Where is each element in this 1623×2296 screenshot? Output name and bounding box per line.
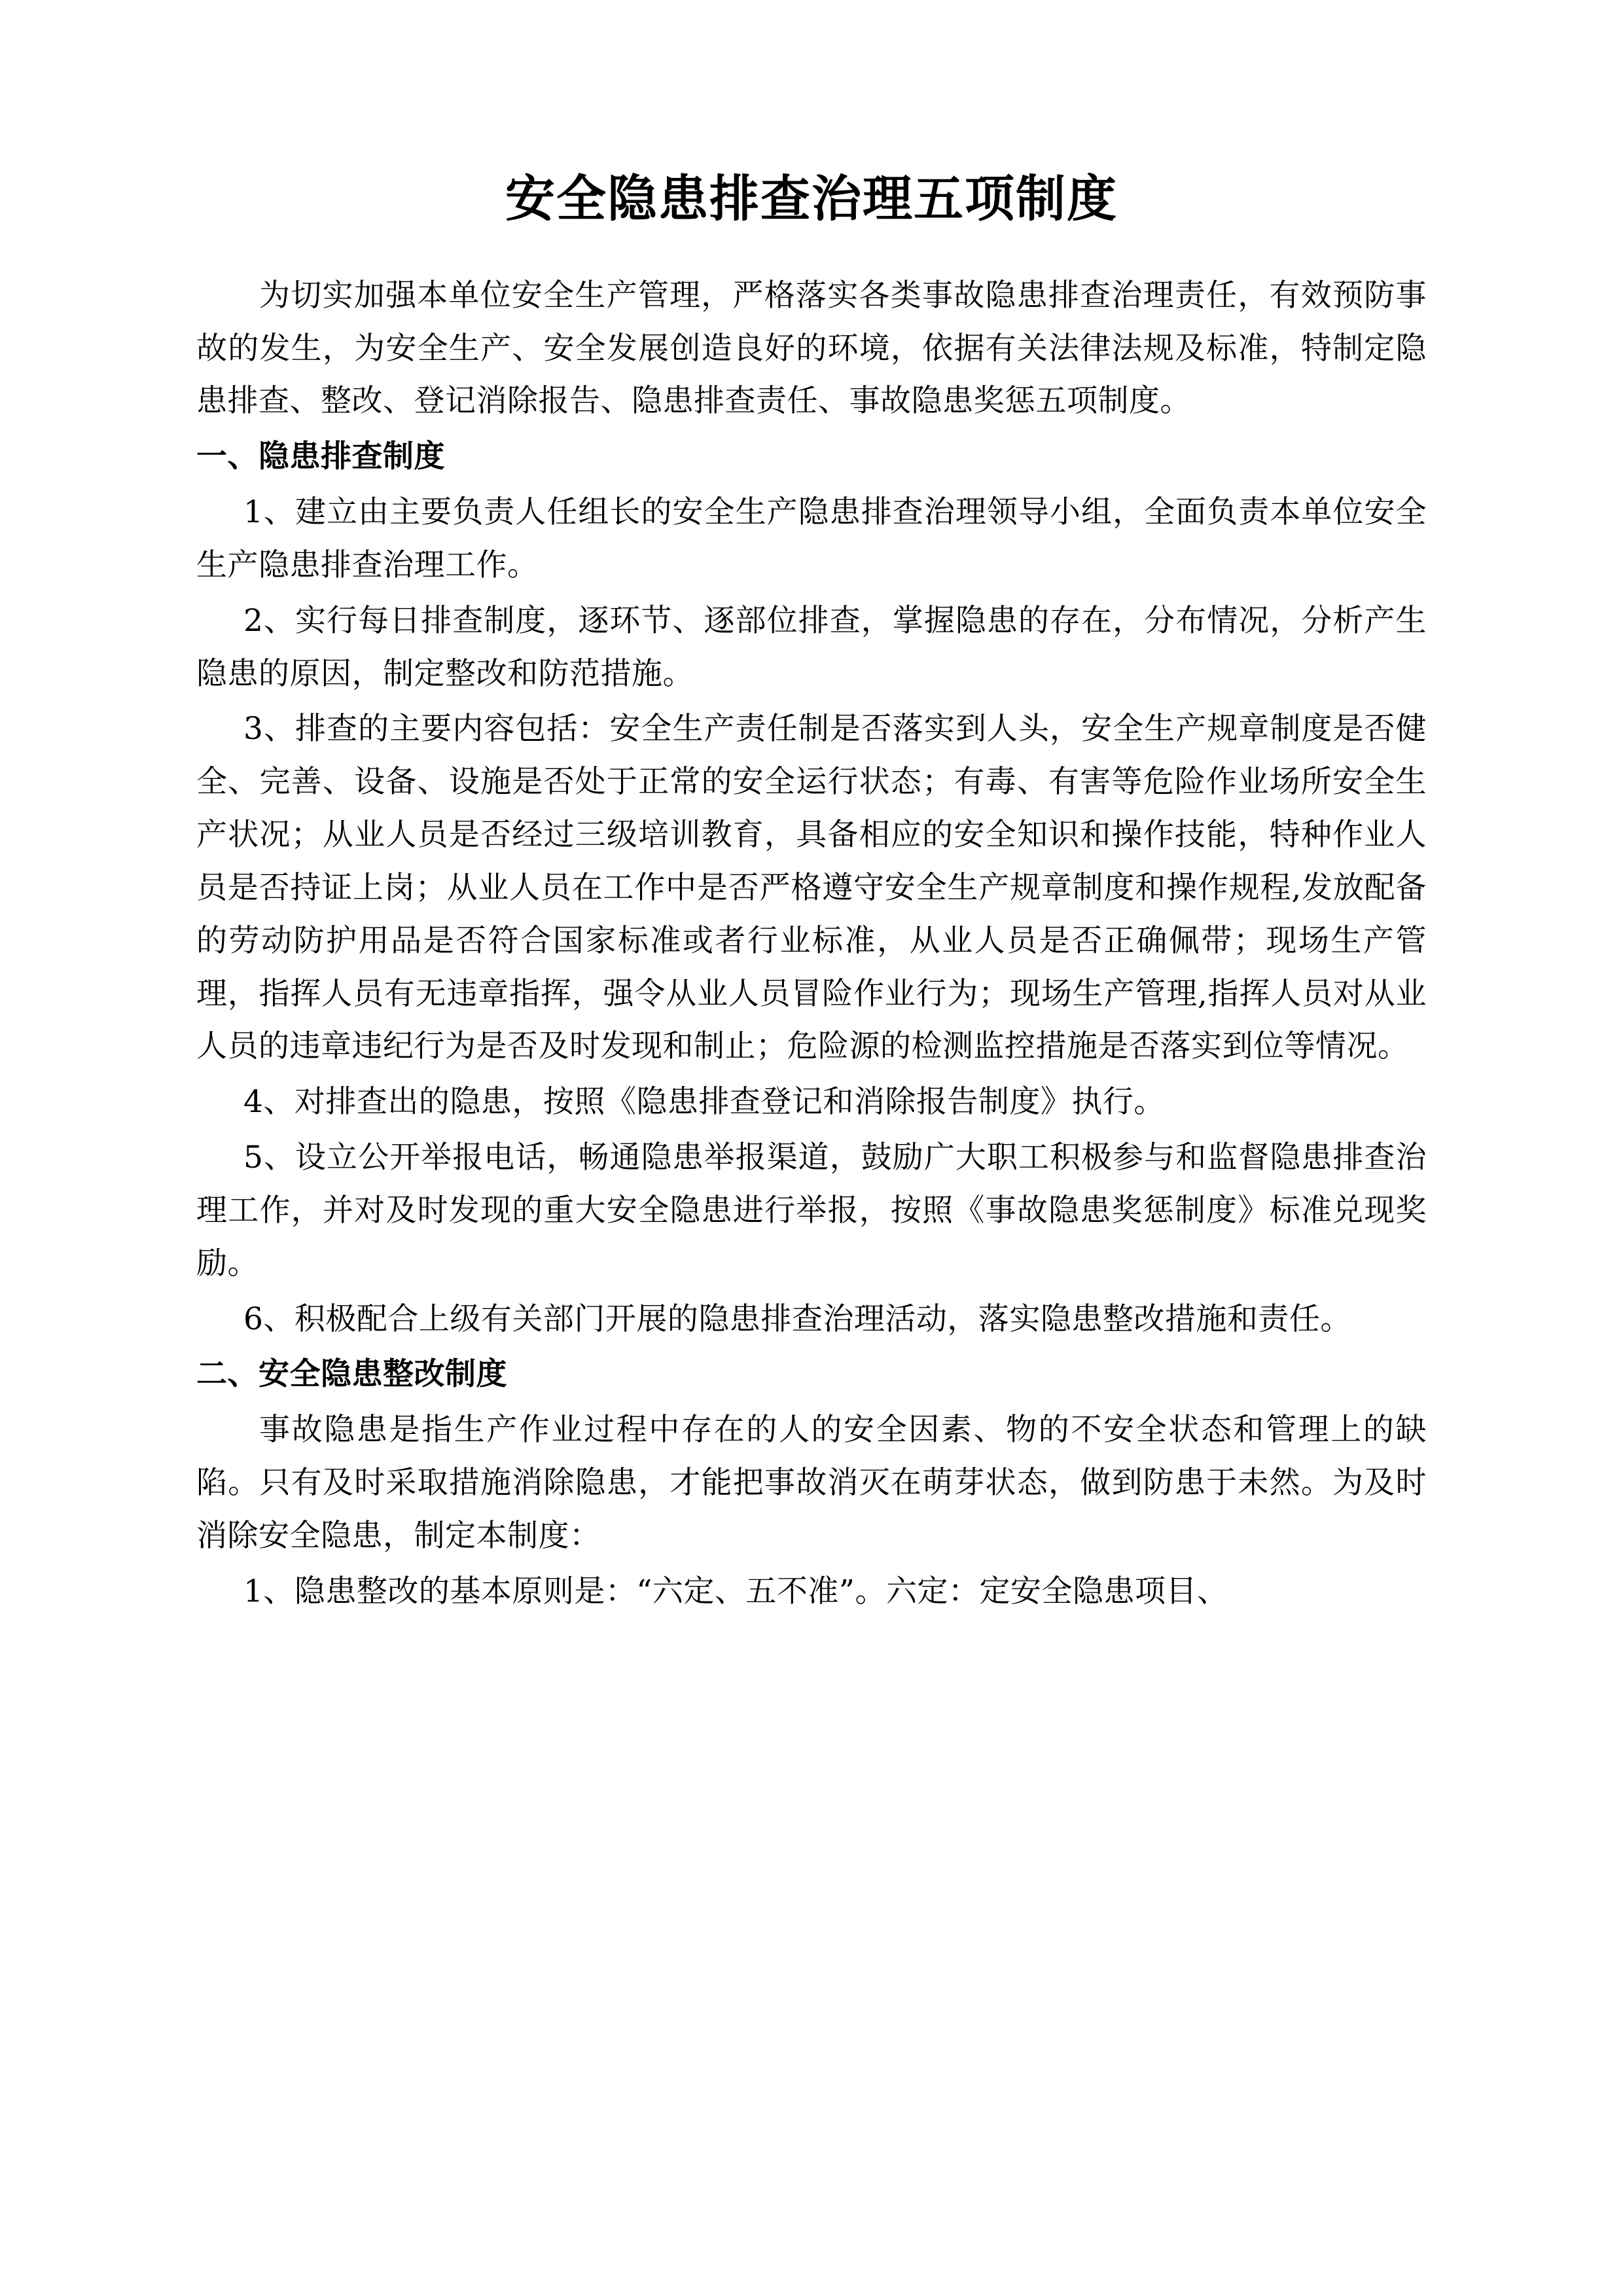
paragraph-1-1: 1、建立由主要负责人任组长的安全生产隐患排查治理领导小组，全面负责本单位安全生产隐患排查治理工作。 bbox=[196, 494, 1427, 583]
paragraph-1-4: 4、对排查出的隐患，按照《隐患排查登记和消除报告制度》执行。 bbox=[243, 1084, 1165, 1121]
paragraph-1-2: 2、实行每日排查制度，逐环节、逐部位排查，掌握隐患的存在，分布情况，分析产生隐患的原因，制定整改和防范措施。 bbox=[196, 602, 1427, 692]
paragraph-1-3: 3、排查的主要内容包括：安全生产责任制是否落实到人头，安全生产规章制度是否健全、完善、设备、设施是否处于正常的安全运行状态；有毒、有害等危险作业场所安全生产状况；从业人员是否经过三级培训教育，具备相应的安全知识和操作技能，特种作业人员是否持证上岗；从业人员在工作中是否严格遵守安全生产规章制度和操作规程,发放配备的劳动防护用品是否符合国家标准或者行业标准，从业人员是否正确佩带；现场生产管理，指挥人员有无违章指挥，强令从业人员冒险作业行为；现场生产管理,指挥人员对从业人员的违章违纪行为是否及时发现和制止；危险源的检测监控措施是否落实到位等情况。 bbox=[196, 711, 1427, 1065]
section-heading-2: 二、安全隐患整改制度 bbox=[196, 1356, 507, 1393]
paragraph-2-1: 1、隐患整改的基本原则是：“六定、五不准”。六定：定安全隐患项目、 bbox=[243, 1573, 1228, 1609]
paragraph-1-5: 5、设立公开举报电话，畅通隐患举报渠道，鼓励广大职工积极参与和监督隐患排查治理工作，并对及时发现的重大安全隐患进行举报，按照《事故隐患奖惩制度》标准兑现奖励。 bbox=[196, 1139, 1427, 1282]
page-title: 安全隐患排查治理五项制度 bbox=[505, 170, 1118, 228]
section-heading-1: 一、隐患排查制度 bbox=[196, 439, 445, 475]
paragraph-2-intro: 事故隐患是指生产作业过程中存在的人的安全因素、物的不安全状态和管理上的缺陷。只有及时采取措施消除隐患，才能把事故消灭在萌芽状态，做到防患于未然。为及时消除安全隐患，制定本制度： bbox=[196, 1412, 1427, 1554]
paragraph-1-6: 6、积极配合上级有关部门开展的隐患排查治理活动，落实隐患整改措施和责任。 bbox=[243, 1300, 1351, 1337]
paragraph-intro: 为切实加强本单位安全生产管理，严格落实各类事故隐患排查治理责任，有效预防事故的发生，为安全生产、安全发展创造良好的环境，依据有关法律法规及标准，特制定隐患排查、整改、登记消除报告、隐患排查责任、事故隐患奖惩五项制度。 bbox=[196, 277, 1427, 420]
